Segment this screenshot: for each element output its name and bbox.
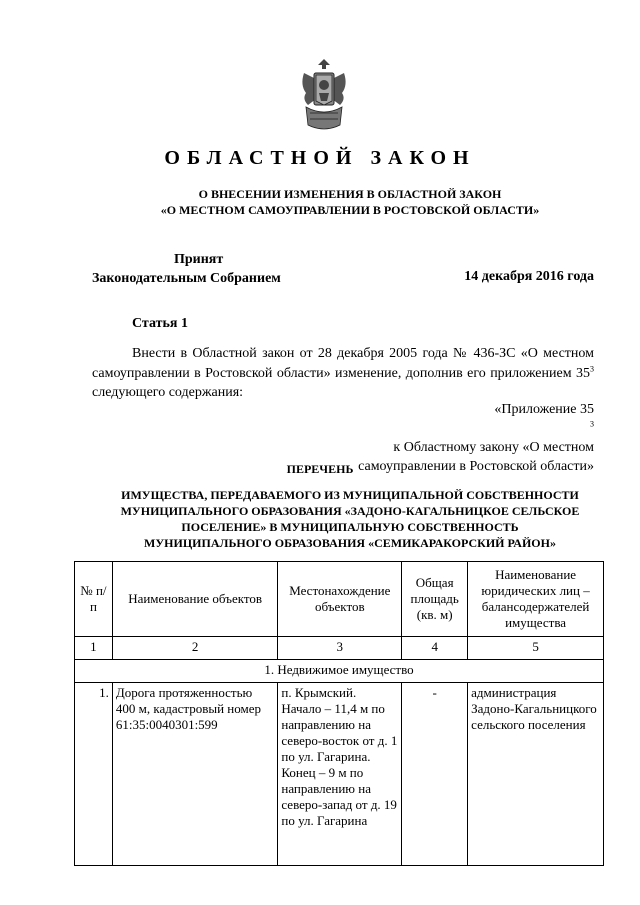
article-text-end: следующего содержания: [92,385,244,400]
article-text [92,344,594,403]
header-cell: Общая площадь (кв. м) [402,562,468,637]
table-header-row [75,562,604,637]
object-area: - [402,683,468,866]
list-line: ПОСЕЛЕНИЕ» В МУНИЦИПАЛЬНУЮ СОБСТВЕННОСТЬ [181,520,519,534]
accepted-date: 14 декабря 2016 года [464,269,594,284]
object-name: Дорога протяженностью 400 м, кадастровый номер 61:35:0040301:599 [112,683,278,866]
list-title: ПЕРЕЧЕНЬ [286,462,354,476]
property-table [74,561,604,866]
column-number: 5 [468,637,604,660]
appendix-line: «Приложение 35 $^3$ [494,402,594,429]
row-number: 1. [75,683,113,866]
appendix-line: к Областному закону «О местном [393,440,594,455]
list-line: МУНИЦИПАЛЬНОГО ОБРАЗОВАНИЯ «СЕМИКАРАКОРСКИЙ РАЙОН» [144,536,556,550]
column-number: 1 [75,637,113,660]
coat-of-arms-emblem [296,55,352,135]
article-title: Статья 1 [132,316,188,331]
subtitle-line: «О МЕСТНОМ САМОУПРАВЛЕНИИ В РОСТОВСКОЙ ОБЛАСТИ» [160,203,540,217]
accepted-block [92,250,281,288]
list-line: ИМУЩЕСТВА, ПЕРЕДАВАЕМОГО ИЗ МУНИЦИПАЛЬНОЙ СОБСТВЕННОСТИ [121,488,579,502]
column-number: 4 [402,637,468,660]
document-subtitle [60,186,640,218]
appendix-line: самоуправлении в Ростовской области» [358,459,594,474]
section-row [75,660,604,683]
accepted-label: Принят [174,252,224,267]
header-cell: Наименование юридических лиц – балансодержателей имущества [468,562,604,637]
list-line: МУНИЦИПАЛЬНОГО ОБРАЗОВАНИЯ «ЗАДОНО-КАГАЛЬНИЦКОЕ СЕЛЬСКОЕ [120,504,580,518]
table-row [75,683,604,866]
accepted-by: Законодательным Собранием [92,271,281,286]
balance-holder: администрация Задоно-Кагальницкого сельского поселения [468,683,604,866]
column-number: 3 [278,637,402,660]
column-number: 2 [112,637,278,660]
object-location: п. Крымский. Начало – 11,4 м по направлению на северо-восток от д. 1 по ул. Гагарина. Конец – 9 м по направлению на северо-запад от д. 19 по ул. Гагарина [278,683,402,866]
subtitle-line: О ВНЕСЕНИИ ИЗМЕНЕНИЯ В ОБЛАСТНОЙ ЗАКОН [198,187,502,201]
list-subtitle [60,487,640,551]
section-title: 1. Недвижимое имущество [75,660,604,683]
header-cell: Местонахождение объектов [278,562,402,637]
article-text-main: Внести в Областной закон от 28 декабря 2005 года № 436-ЗС «О местном самоуправлении в Ростовской области» изменение, дополнив его приложением 35 [92,346,594,381]
header-cell: № п/п [75,562,113,637]
header-cell: Наименование объектов [112,562,278,637]
article-superscript: 3 [590,363,594,373]
document-title: ОБЛАСТНОЙ ЗАКОН [164,147,476,169]
column-number-row [75,637,604,660]
